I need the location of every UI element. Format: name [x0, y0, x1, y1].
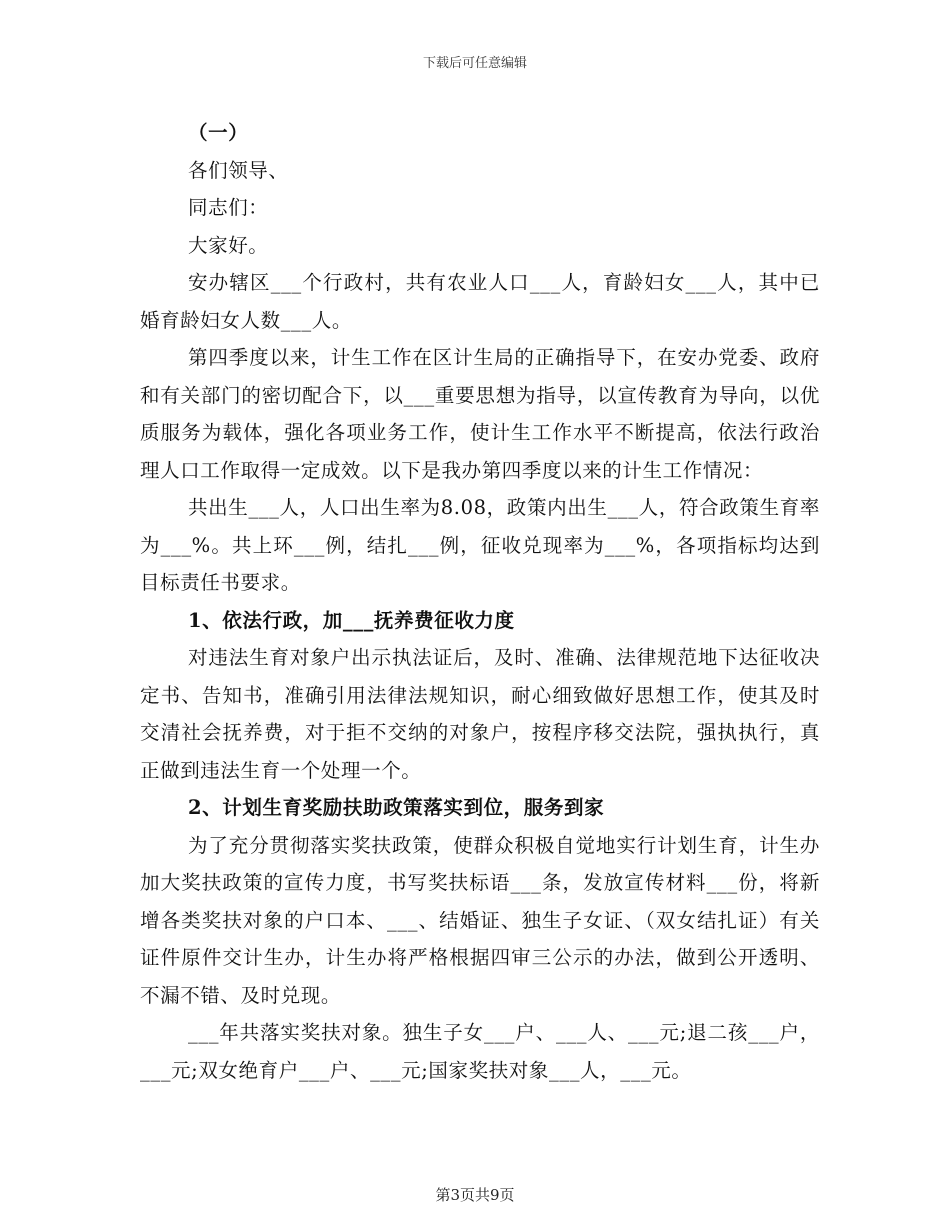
paragraph-reward-statistics: ___年共落实奖扶对象。独生子女___户、___人、___元;退二孩___户，___元;双女绝育户___户、___元;国家奖扶对象___人，___元。: [140, 1021, 820, 1082]
greeting-leaders: 各们领导、: [188, 158, 289, 182]
paragraph-birth-statistics: 共出生___人，人口出生率为8.08，政策内出生___人，符合政策生育率为___%。共上环___例，结扎___例，征收兑现率为___%，各项指标均达到目标责任书要求。: [140, 496, 820, 594]
paragraph-reward-publicity: 为了充分贯彻落实奖扶政策，使群众积极自觉地实行计划生育，计生办加大奖扶政策的宣传力度，书写奖扶标语___条，发放宣传材料___份，将新增各类奖扶对象的户口本、___、结婚证、独生子女证、（双女结扎证）有关证件原件交计生办，计生办将严格根据四审三公示的办法，做到公开透明、不漏不错、及时兑现。: [140, 833, 820, 1007]
greeting-hello: 大家好。: [188, 233, 269, 257]
section-title-law-enforcement: 1、依法行政，加___抚养费征收力度: [188, 608, 515, 632]
section-title-reward-policy: 2、计划生育奖励扶助政策落实到位，服务到家: [188, 796, 605, 819]
greeting-comrades: 同志们：: [188, 196, 269, 219]
paragraph-district-overview: 安办辖区___个行政村，共有农业人口___人，育龄妇女___人，其中已婚育龄妇女人数___人。: [140, 271, 820, 332]
document-number-title: （一）: [188, 121, 249, 144]
page-header: 下载后可任意编辑: [422, 56, 527, 71]
paragraph-fee-collection: 对违法生育对象户出示执法证后，及时、准确、法律规范地下达征收决定书、告知书，准确引用法律法规知识，耐心细致做好思想工作，使其及时交清社会抚养费，对于拒不交纳的对象户，按程序移交法院，强执执行，真正做到违法生育一个处理一个。: [140, 646, 820, 782]
paragraph-fourth-quarter-summary: 第四季度以来，计生工作在区计生局的正确指导下，在安办党委、政府和有关部门的密切配合下，以___重要思想为指导，以宣传教育为导向，以优质服务为载体，强化各项业务工作，使计生工作水平不断提高，依法行政治理人口工作取得一定成效。以下是我办第四季度以来的计生工作情况：: [140, 346, 820, 482]
page-footer: 第3页共9页: [435, 1186, 515, 1204]
document-body: [140, 114, 820, 1089]
